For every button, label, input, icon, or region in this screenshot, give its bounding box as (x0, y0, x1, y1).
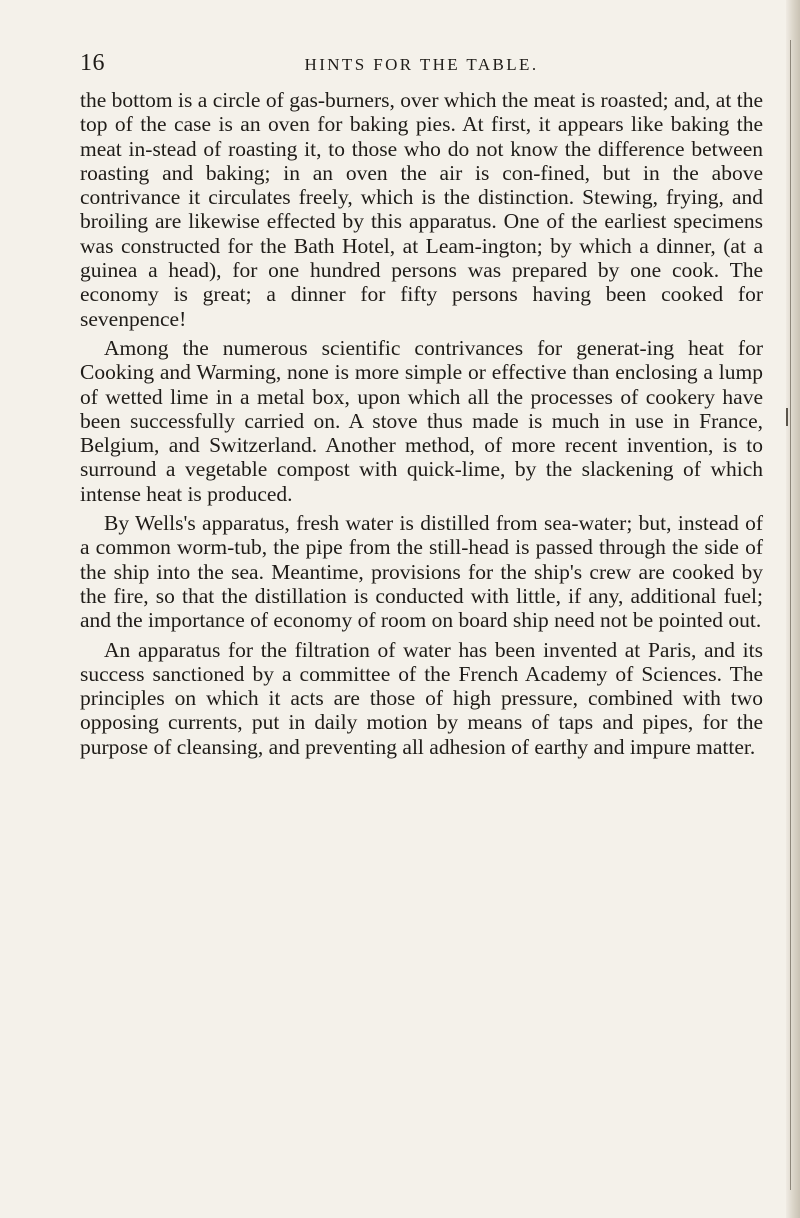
paragraph-filtration: An apparatus for the filtration of water has been invented at Paris, and its success sanctioned by a committee of the French Academy of Sciences. The principles on which it acts are those of high pressure, combined with two opposing currents, put in daily motion by means of taps and pipes, for the purpose of cleansing, and preventing all adhesion of earthy and impure matter. (80, 637, 763, 759)
paragraph-lime-cooking: Among the numerous scientific contrivances for generat-ing heat for Cooking and Warming, none is more simple or effective than enclosing a lump of wetted lime in a metal box, upon which all the processes of cookery have been successfully carried on. A stove thus made is much in use in France, Belgium, and Switzerland. Another method, of more recent invention, is to surround a vegetable compost with quick-lime, by the slackening of which intense heat is produced. (80, 335, 763, 506)
paragraph-wells-apparatus: By Wells's apparatus, fresh water is distilled from sea-water; but, instead of a common worm-tub, the pipe from the still-head is passed through the side of the ship into the sea. Meantime, provisions for the ship's crew are cooked by the fire, so that the distillation is conducted with little, if any, additional fuel; and the importance of economy of room on board ship need not be pointed out. (80, 511, 763, 633)
page-number: 16 (80, 50, 105, 76)
book-page (80, 50, 763, 759)
page-header (80, 50, 763, 80)
running-head: HINTS FOR THE TABLE. (304, 55, 539, 74)
margin-mark (786, 408, 788, 426)
page-edge (786, 0, 800, 1218)
paragraph-continued: the bottom is a circle of gas-burners, over which the meat is roasted; and, at the top of the case is an oven for baking pies. At first, it appears like baking the meat in-stead of roasting it, to those who do not know the difference between roasting and baking; in an oven the air is con-fined, but in the above contrivance it circulates freely, which is the distinction. Stewing, frying, and broiling are likewise effected by this apparatus. One of the earliest specimens was constructed for the Bath Hotel, at Leam-ington; by which a dinner, (at a guinea a head), for one hundred persons was prepared by one cook. The economy is great; a dinner for fifty persons having been cooked for sevenpence! (80, 88, 763, 331)
binding-line (790, 40, 791, 1190)
